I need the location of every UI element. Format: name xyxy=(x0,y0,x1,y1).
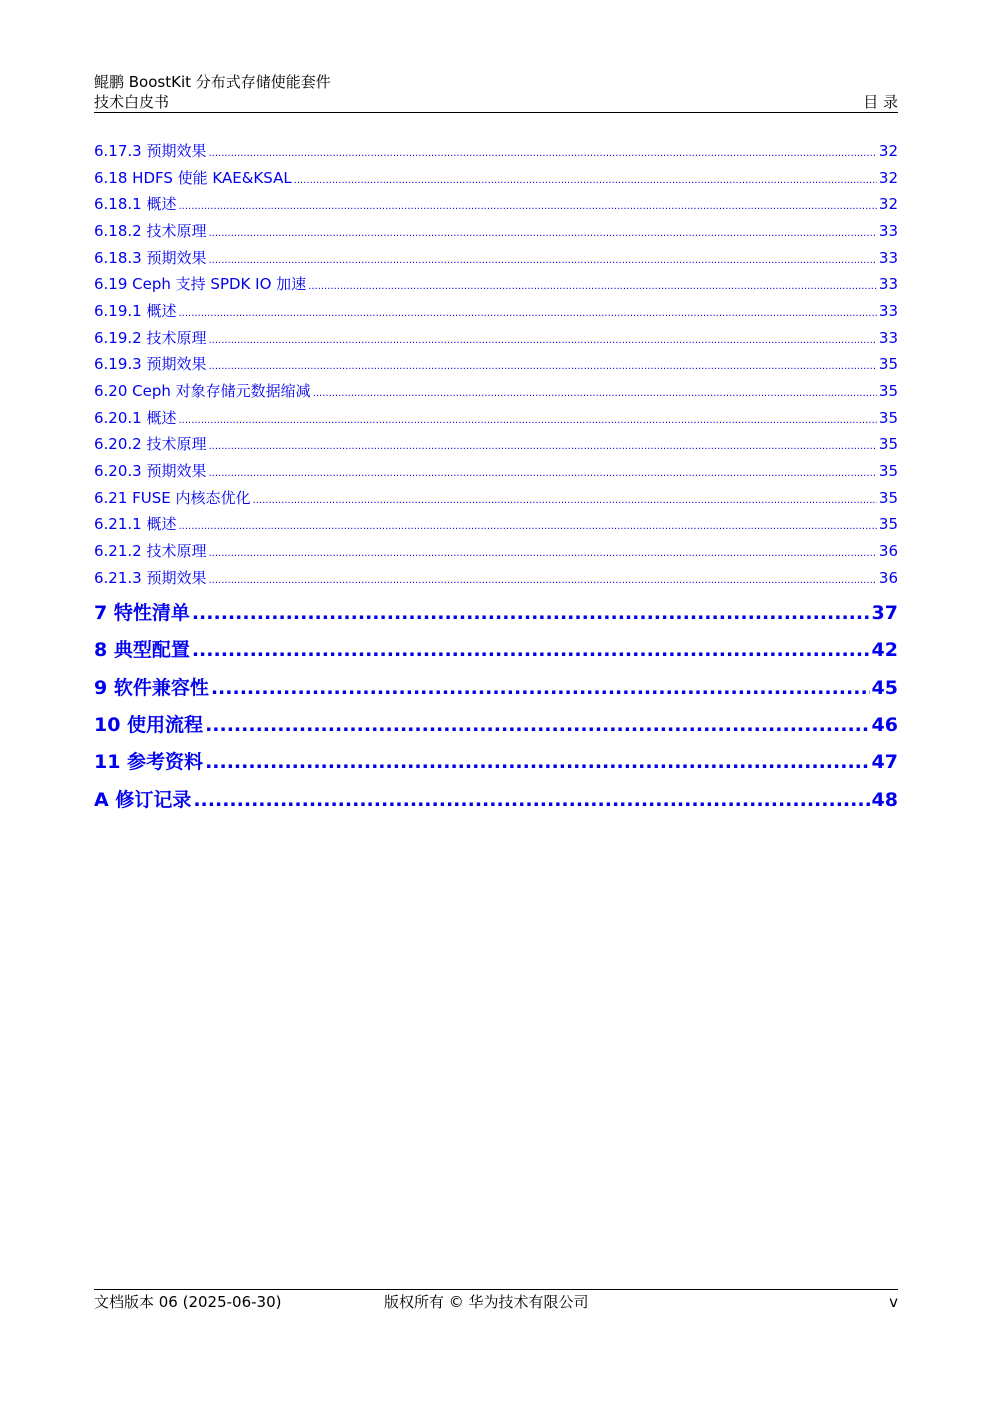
dot-leader xyxy=(205,713,869,737)
toc-entry-title: 6.20.2 技术原理 xyxy=(94,435,207,453)
copyright-notice: 版权所有 © 华为技术有限公司 xyxy=(384,1293,589,1311)
toc-entry-page: 35 xyxy=(878,489,898,507)
toc-entry-title: A 修订记录 xyxy=(94,789,192,811)
toc-entry-title: 6.19 Ceph 支持 SPDK IO 加速 xyxy=(94,275,307,293)
toc-entry-title: 6.21.3 预期效果 xyxy=(94,569,207,587)
toc-entry-6-21-1[interactable] xyxy=(94,514,898,537)
toc-entry-page: 32 xyxy=(878,169,898,187)
dot-leader xyxy=(178,194,876,217)
toc-entry-6-19-3[interactable] xyxy=(94,354,898,377)
toc-appendix-a[interactable] xyxy=(94,788,898,812)
toc-entry-6-19-1[interactable] xyxy=(94,301,898,324)
toc-entry-page: 33 xyxy=(878,329,898,347)
toc-entry-page: 33 xyxy=(878,275,898,293)
dot-leader xyxy=(208,461,876,484)
toc-chapter-7[interactable] xyxy=(94,601,898,625)
table-of-contents xyxy=(94,0,898,1403)
toc-entry-page: 35 xyxy=(878,355,898,373)
dot-leader xyxy=(211,676,870,700)
dot-leader xyxy=(193,788,869,812)
toc-entry-page: 35 xyxy=(878,382,898,400)
dot-leader xyxy=(208,141,876,164)
toc-entry-title: 6.18.3 预期效果 xyxy=(94,249,207,267)
toc-entry-title: 6.21.1 概述 xyxy=(94,515,177,533)
toc-chapter-9[interactable] xyxy=(94,676,898,700)
dot-leader xyxy=(208,354,876,377)
page-number: v xyxy=(889,1293,898,1311)
toc-entry-page: 48 xyxy=(871,789,898,811)
dot-leader xyxy=(208,541,876,564)
document-version: 文档版本 06 (2025-06-30) xyxy=(94,1293,282,1311)
toc-entry-page: 35 xyxy=(878,409,898,427)
toc-entry-6-18[interactable] xyxy=(94,168,898,191)
toc-entry-title: 10 使用流程 xyxy=(94,714,204,736)
toc-entry-title: 6.20.1 概述 xyxy=(94,409,177,427)
dot-leader xyxy=(208,221,876,244)
toc-entry-6-18-1[interactable] xyxy=(94,194,898,217)
toc-entry-title: 6.21.2 技术原理 xyxy=(94,542,207,560)
toc-entry-page: 46 xyxy=(871,714,898,736)
toc-entry-6-20[interactable] xyxy=(94,381,898,404)
dot-leader xyxy=(294,168,877,191)
toc-entry-page: 32 xyxy=(878,142,898,160)
toc-entry-page: 35 xyxy=(878,435,898,453)
toc-entry-title: 6.18.2 技术原理 xyxy=(94,222,207,240)
toc-entry-page: 33 xyxy=(878,222,898,240)
toc-entry-6-19-2[interactable] xyxy=(94,328,898,351)
toc-entry-6-21-3[interactable] xyxy=(94,568,898,591)
toc-entry-title: 6.17.3 预期效果 xyxy=(94,142,207,160)
toc-entry-title: 6.19.3 预期效果 xyxy=(94,355,207,373)
toc-entry-page: 35 xyxy=(878,515,898,533)
dot-leader xyxy=(192,638,870,662)
toc-entry-page: 33 xyxy=(878,302,898,320)
toc-chapter-10[interactable] xyxy=(94,713,898,737)
dot-leader xyxy=(178,301,876,324)
toc-entry-page: 47 xyxy=(871,751,898,773)
dot-leader xyxy=(192,601,870,625)
document-title: 鲲鹏 BoostKit 分布式存储使能套件 xyxy=(94,73,331,91)
dot-leader xyxy=(205,750,869,774)
toc-entry-page: 36 xyxy=(878,542,898,560)
toc-entry-6-19[interactable] xyxy=(94,274,898,297)
dot-leader xyxy=(208,568,876,591)
toc-entry-title: 8 典型配置 xyxy=(94,639,190,661)
toc-entry-title: 7 特性清单 xyxy=(94,602,190,624)
dot-leader xyxy=(208,248,876,271)
toc-entry-title: 6.21 FUSE 内核态优化 xyxy=(94,489,251,507)
document-subtitle: 技术白皮书 xyxy=(94,93,170,111)
toc-entry-6-21[interactable] xyxy=(94,488,898,511)
toc-entry-title: 11 参考资料 xyxy=(94,751,204,773)
dot-leader xyxy=(208,434,876,457)
toc-entry-page: 35 xyxy=(878,462,898,480)
toc-chapter-11[interactable] xyxy=(94,750,898,774)
toc-chapter-8[interactable] xyxy=(94,638,898,662)
toc-entry-title: 6.18.1 概述 xyxy=(94,195,177,213)
toc-entry-title: 9 软件兼容性 xyxy=(94,677,209,699)
toc-entry-page: 33 xyxy=(878,249,898,267)
section-name: 目 录 xyxy=(863,93,898,111)
toc-entry-page: 45 xyxy=(871,677,898,699)
toc-entry-title: 6.19.2 技术原理 xyxy=(94,329,207,347)
toc-entry-6-21-2[interactable] xyxy=(94,541,898,564)
page-footer xyxy=(94,1289,898,1314)
dot-leader xyxy=(313,381,877,404)
toc-entry-page: 36 xyxy=(878,569,898,587)
toc-entry-title: 6.20.3 预期效果 xyxy=(94,462,207,480)
dot-leader xyxy=(178,408,876,431)
toc-entry-page: 32 xyxy=(878,195,898,213)
toc-entry-6-20-1[interactable] xyxy=(94,408,898,431)
toc-entry-title: 6.19.1 概述 xyxy=(94,302,177,320)
toc-entry-title: 6.20 Ceph 对象存储元数据缩减 xyxy=(94,382,311,400)
dot-leader xyxy=(178,514,876,537)
toc-entry-page: 37 xyxy=(871,602,898,624)
toc-entry-6-17-3[interactable] xyxy=(94,141,898,164)
toc-entry-6-20-3[interactable] xyxy=(94,461,898,484)
dot-leader xyxy=(308,274,877,297)
dot-leader xyxy=(253,488,877,511)
toc-entry-6-20-2[interactable] xyxy=(94,434,898,457)
toc-entry-page: 42 xyxy=(871,639,898,661)
toc-entry-6-18-2[interactable] xyxy=(94,221,898,244)
dot-leader xyxy=(208,328,876,351)
toc-entry-6-18-3[interactable] xyxy=(94,248,898,271)
toc-entry-title: 6.18 HDFS 使能 KAE&KSAL xyxy=(94,169,292,187)
